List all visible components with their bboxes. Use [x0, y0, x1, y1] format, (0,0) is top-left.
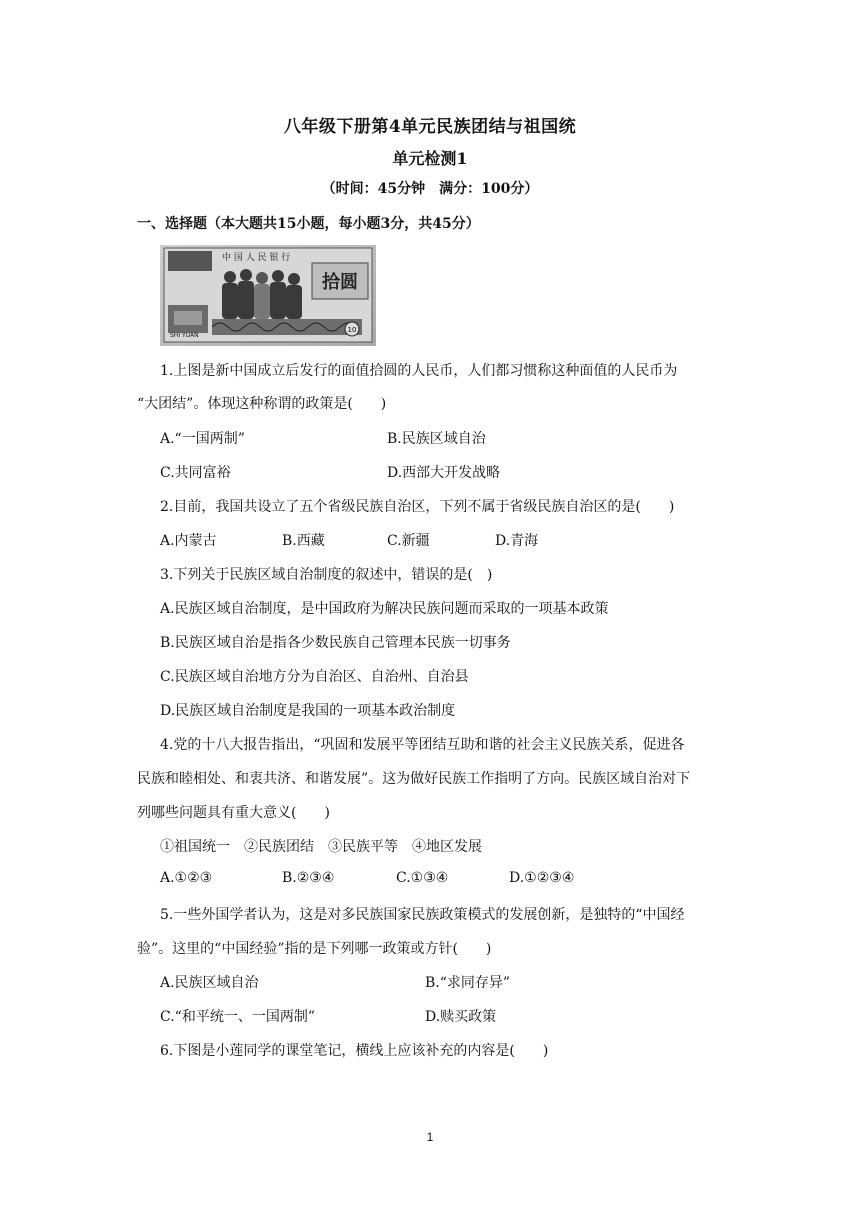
banknote-serial: SHI YUAN	[170, 332, 199, 339]
q4-option-b: B.②③④	[282, 870, 335, 886]
q3-option-b: B.民族区域自治是指各少数民族自己管理本民族一切事务	[160, 635, 511, 651]
page-subtitle: 单元检测1	[392, 149, 468, 168]
banknote-header: 中 国 人 民 银 行	[222, 253, 291, 263]
q5-option-c: C.“和平统一、一国两制”	[160, 1009, 315, 1025]
q5-option-b: B.“求同存异”	[425, 975, 511, 991]
q3-option-a: A.民族区域自治制度，是中国政府为解决民族问题而采取的一项基本政策	[160, 601, 609, 617]
q1-option-a: A.“一国两制”	[160, 431, 245, 447]
q4-stem-line1: 4.党的十八大报告指出，“巩固和发展平等团结互助和谐的社会主义民族关系，促进各	[160, 737, 685, 753]
q1-option-d: D.西部大开发战略	[387, 465, 501, 481]
exam-meta: （时间：45分钟 满分：100分）	[321, 181, 539, 197]
q5-stem-line1: 5.一些外国学者认为，这是对多民族国家民族政策模式的发展创新，是独特的“中国经	[160, 907, 685, 923]
q2-option-c: C.新疆	[387, 533, 430, 549]
banknote-image	[160, 245, 376, 346]
q4-stem-line3: 列哪些问题具有重大意义( )	[137, 805, 330, 821]
q3-option-d: D.民族区域自治制度是我国的一项基本政治制度	[160, 703, 456, 719]
q5-option-a: A.民族区域自治	[160, 975, 259, 991]
q2-stem: 2.目前，我国共设立了五个省级民族自治区，下列不属于省级民族自治区的是( )	[160, 499, 675, 515]
q4-stem-line2: 民族和睦相处、和衷共济、和谐发展”。这为做好民族工作指明了方向。民族区域自治对下	[137, 771, 691, 787]
banknote-value: 10	[347, 326, 357, 334]
section-heading: 一、选择题（本大题共15小题，每小题3分，共45分）	[137, 216, 480, 232]
banknote-denomination: 拾圆	[322, 272, 358, 293]
q4-option-d: D.①②③④	[509, 870, 575, 886]
q5-stem-line2: 验”。这里的“中国经验”指的是下列哪一政策或方针( )	[137, 941, 492, 957]
q3-stem: 3.下列关于民族区域自治制度的叙述中，错误的是( )	[160, 567, 493, 583]
q5-option-d: D.赎买政策	[425, 1009, 497, 1025]
q2-option-d: D.青海	[495, 533, 539, 549]
q1-stem-line2: “大团结”。体现这种称谓的政策是( )	[137, 396, 387, 412]
q4-option-a: A.①②③	[160, 870, 213, 886]
q2-option-b: B.西藏	[282, 533, 325, 549]
q3-option-c: C.民族区域自治地方分为自治区、自治州、自治县	[160, 669, 469, 685]
q2-option-a: A.内蒙古	[160, 533, 217, 549]
page-number: 1	[426, 1130, 434, 1144]
q1-option-b: B.民族区域自治	[387, 431, 486, 447]
q4-option-c: C.①③④	[396, 870, 449, 886]
page-title: 八年级下册第4单元民族团结与祖国统	[283, 117, 577, 137]
q1-stem-line1: 1.上图是新中国成立后发行的面值拾圆的人民币，人们都习惯称这种面值的人民币为	[160, 363, 678, 379]
q1-option-c: C.共同富裕	[160, 465, 231, 481]
q6-stem: 6.下图是小莲同学的课堂笔记，横线上应该补充的内容是( )	[160, 1043, 549, 1059]
q4-items: ①祖国统一 ②民族团结 ③民族平等 ④地区发展	[160, 839, 482, 855]
